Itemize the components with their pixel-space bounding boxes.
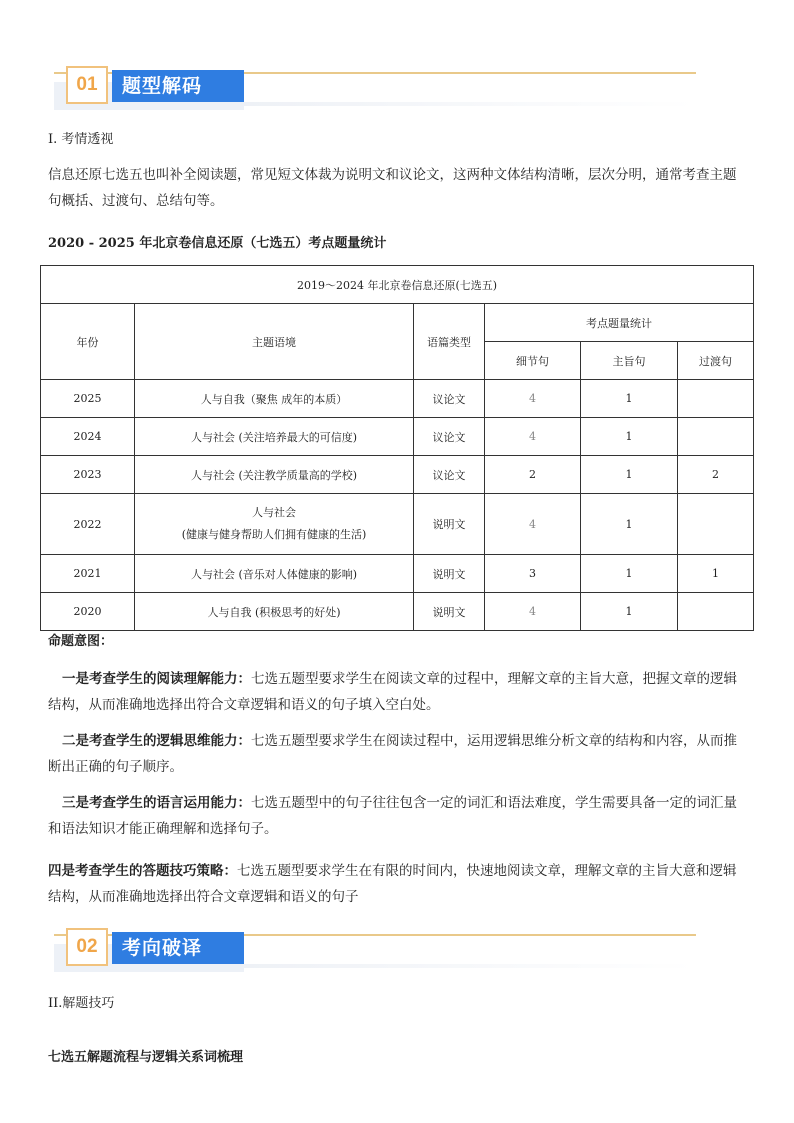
header-main: 主旨句	[581, 342, 678, 380]
cell-theme: 人与自我 (积极思考的好处)	[135, 593, 414, 631]
cell-year: 2025	[41, 380, 135, 418]
section-title: 题型解码	[112, 70, 244, 102]
table-row	[41, 418, 754, 456]
intent-paragraph-1	[48, 666, 748, 718]
tips-heading: II.解题技巧	[48, 996, 115, 1011]
cell-year: 2020	[41, 593, 135, 631]
cell-genre: 说明文	[414, 593, 485, 631]
header-fade	[244, 964, 696, 968]
cell-main: 1	[581, 494, 678, 555]
cell-main: 1	[581, 418, 678, 456]
header-year: 年份	[41, 304, 135, 380]
table-row	[41, 494, 754, 555]
header-stats: 考点题量统计	[485, 304, 754, 342]
table-row	[41, 456, 754, 494]
table-title: 2019～2024 年北京卷信息还原(七选五)	[41, 266, 754, 304]
section-number: 02	[66, 928, 108, 966]
intent-lead: 一是考查学生的阅读理解能力：	[62, 671, 251, 687]
intent-body: 七选五题型要求学生在阅读过程中，运用逻辑思维分析文章的结构和内容，从而推断出正确的句子顺序。	[48, 733, 737, 775]
flow-heading: 七选五解题流程与逻辑关系词梳理	[48, 1050, 244, 1065]
cell-theme: 人与社会 (关注教学质量高的学校)	[135, 456, 414, 494]
intent-paragraph-2	[48, 728, 748, 780]
cell-genre: 说明文	[414, 494, 485, 555]
cell-theme: 人与社会 (关注培养最大的可信度)	[135, 418, 414, 456]
cell-detail: 4	[485, 418, 581, 456]
cell-genre: 议论文	[414, 418, 485, 456]
cell-detail: 2	[485, 456, 581, 494]
intent-lead: 二是考查学生的逻辑思维能力：	[62, 733, 251, 749]
cell-transition	[678, 593, 754, 631]
cell-main: 1	[581, 456, 678, 494]
cell-transition: 1	[678, 555, 754, 593]
stats-table	[40, 265, 754, 631]
cell-genre: 议论文	[414, 380, 485, 418]
intent-body: 七选五题型中的句子往往包含一定的词汇和语法难度，学生需要具备一定的词汇量和语法知识才能正确理解和选择句子。	[48, 795, 737, 837]
cell-transition	[678, 380, 754, 418]
cell-genre: 说明文	[414, 555, 485, 593]
cell-transition	[678, 418, 754, 456]
cell-main: 1	[581, 555, 678, 593]
section-number: 01	[66, 66, 108, 104]
header-transition: 过渡句	[678, 342, 754, 380]
intent-lead: 三是考查学生的语言运用能力：	[62, 795, 251, 811]
table-caption: 2020 - 2025 年北京卷信息还原（七选五）考点题量统计	[48, 236, 387, 251]
cell-genre: 议论文	[414, 456, 485, 494]
cell-year: 2024	[41, 418, 135, 456]
cell-theme: 人与自我（聚焦 成年的本质）	[135, 380, 414, 418]
cell-transition: 2	[678, 456, 754, 494]
section-title: 考向破译	[112, 932, 244, 964]
cell-detail: 4	[485, 494, 581, 555]
cell-year: 2023	[41, 456, 135, 494]
intent-body: 七选五题型要求学生在有限的时间内，快速地阅读文章，理解文章的主旨大意和逻辑结构，从而准确地选择出符合文章逻辑和语义的句子	[48, 863, 737, 905]
cell-year: 2022	[41, 494, 135, 555]
cell-main: 1	[581, 593, 678, 631]
section-header-2	[54, 928, 696, 972]
table-row	[41, 555, 754, 593]
header-fade	[244, 102, 696, 106]
cell-theme	[135, 494, 414, 555]
cell-detail: 4	[485, 380, 581, 418]
intro-paragraph: 信息还原七选五也叫补全阅读题，常见短文体裁为说明文和议论文，这两种文体结构清晰，层次分明，通常考查主题句概括、过渡句、总结句等。	[48, 167, 737, 209]
header-detail: 细节句	[485, 342, 581, 380]
section-header-1	[54, 66, 696, 110]
intent-lead: 四是考查学生的答题技巧策略：	[48, 863, 237, 879]
cell-theme-line2: (健康与健身帮助人们拥有健康的生活)	[181, 528, 367, 541]
cell-detail: 3	[485, 555, 581, 593]
header-theme: 主题语境	[135, 304, 414, 380]
table-row	[41, 380, 754, 418]
cell-theme: 人与社会 (音乐对人体健康的影响)	[135, 555, 414, 593]
cell-transition	[678, 494, 754, 555]
cell-main: 1	[581, 380, 678, 418]
header-genre: 语篇类型	[414, 304, 485, 380]
intent-paragraph-3	[48, 790, 748, 842]
cell-detail: 4	[485, 593, 581, 631]
kaoqing-heading: I. 考情透视	[48, 132, 114, 147]
intent-body: 七选五题型要求学生在阅读文章的过程中，理解文章的主旨大意，把握文章的逻辑结构，从而准确地选择出符合文章逻辑和语义的句子填入空白处。	[48, 671, 737, 713]
cell-theme-line1: 人与社会	[252, 506, 296, 519]
intent-heading: 命题意图：	[48, 634, 114, 649]
cell-year: 2021	[41, 555, 135, 593]
table-row	[41, 593, 754, 631]
intent-paragraph-4	[48, 858, 748, 910]
